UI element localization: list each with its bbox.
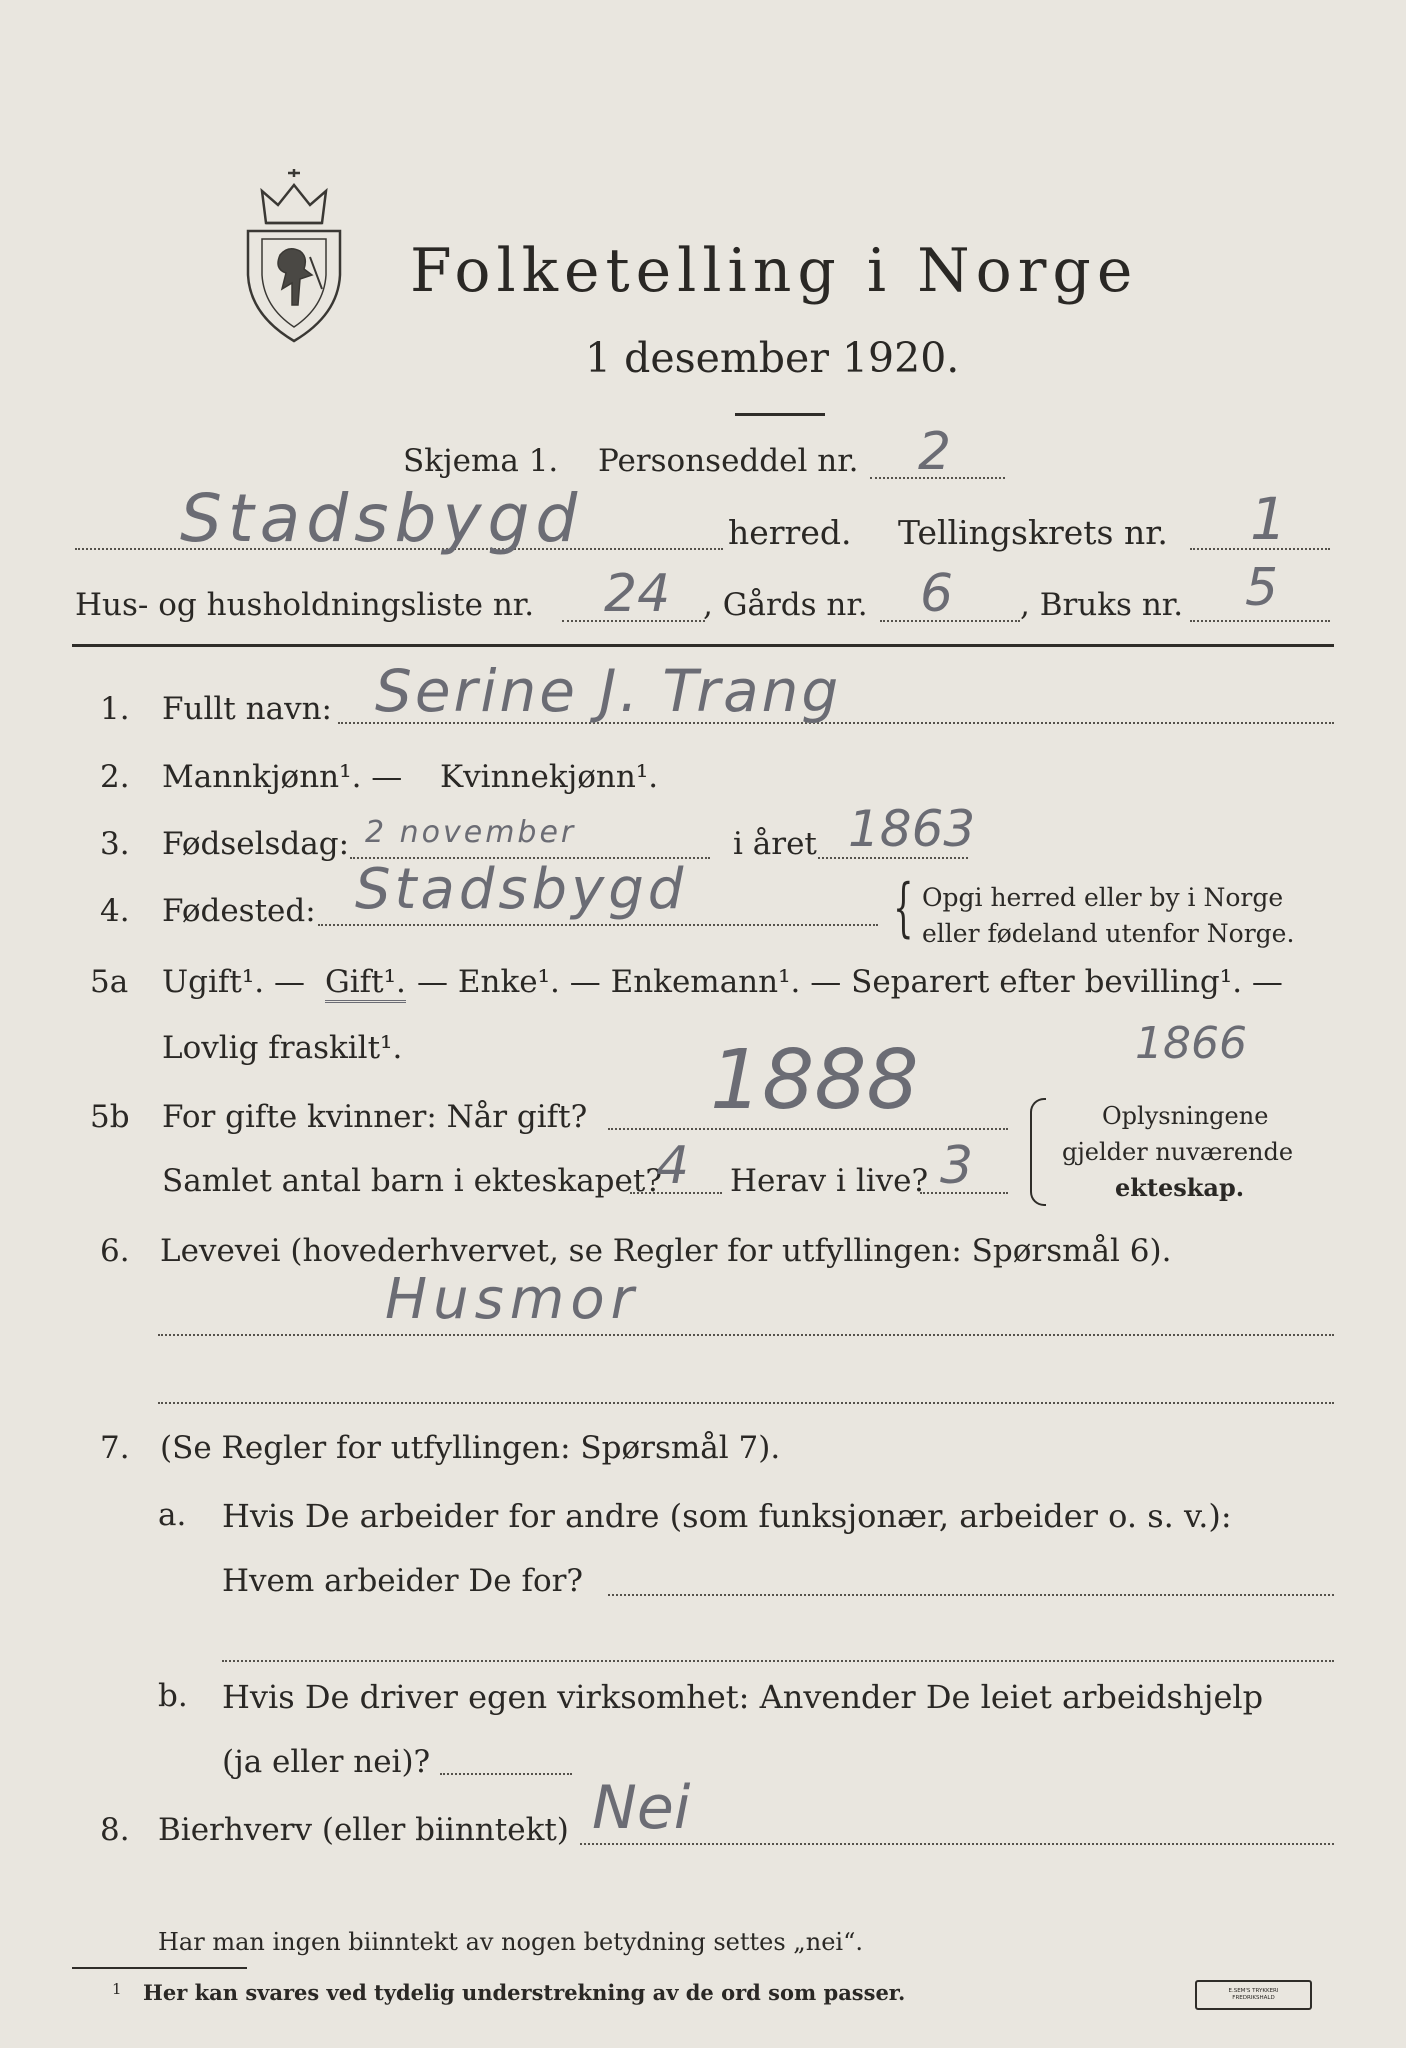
q5b-married-line <box>608 1128 1008 1130</box>
q8-line <box>580 1843 1334 1845</box>
q7b-line <box>440 1773 572 1775</box>
q5b-note-line2: gjelder nuværende <box>1062 1138 1294 1166</box>
q5a-option-gift <box>325 964 406 1000</box>
q1-label: Fullt navn: <box>162 691 332 727</box>
q7a-line1 <box>608 1594 1334 1596</box>
q4-value: Stadsbygd <box>355 857 688 922</box>
q3-day-value: 2 november <box>365 815 577 850</box>
bruks-line <box>1190 620 1330 622</box>
q7-label: (Se Regler for utfyllingen: Spørsmål 7). <box>160 1430 781 1466</box>
form-title: Folketelling i Norge <box>410 236 1139 306</box>
q5b-children-label: Samlet antal barn i ekteskapet? <box>162 1163 662 1199</box>
q5a-option-ugift: Ugift¹. — <box>162 964 305 1000</box>
form-date: 1 desember 1920. <box>585 334 960 382</box>
q7a-letter: a. <box>158 1497 187 1533</box>
q4-note-line2: eller fødeland utenfor Norge. <box>922 919 1295 948</box>
printer-stamp-text: E.SEM'S TRYKKERI FREDRIKSHALD <box>1228 1988 1279 2001</box>
q7b-letter: b. <box>158 1678 188 1714</box>
q4-number: 4. <box>100 893 130 929</box>
q6-line2 <box>158 1402 1334 1404</box>
q5b-bracket-left <box>1030 1098 1046 1206</box>
schema-label: Skjema 1. <box>403 443 559 479</box>
q5a-option-gift-text: Gift¹. <box>325 964 406 1003</box>
q7a-question: Hvem arbeider De for? <box>222 1563 584 1599</box>
q5a-margin-note: 1866 <box>1135 1018 1247 1069</box>
footnote-mark: 1 <box>112 1980 122 1998</box>
bruks-value: 5 <box>1245 558 1279 618</box>
gards-label: , Gårds nr. <box>703 587 868 623</box>
q3-number: 3. <box>100 826 130 862</box>
tellingskrets-label: Tellingskrets nr. <box>898 513 1168 552</box>
husliste-value: 24 <box>604 564 671 624</box>
gards-value: 6 <box>920 564 954 624</box>
q3-year-label: i året <box>733 826 817 862</box>
footer-note: Har man ingen biinntekt av nogen betydning settes „nei“. <box>158 1928 863 1956</box>
q4-note-line1: Opgi herred eller by i Norge <box>922 883 1284 912</box>
q6-value: Husmor <box>385 1267 640 1332</box>
q4-label: Fødested: <box>162 893 316 929</box>
herred-label: herred. <box>728 513 852 552</box>
personseddel-value: 2 <box>918 422 952 482</box>
q5b-number: 5b <box>90 1099 130 1135</box>
q3-year-value: 1863 <box>848 800 976 858</box>
title-divider <box>735 413 825 416</box>
q6-label: Levevei (hovederhvervet, se Regler for utfyllingen: Spørsmål 6). <box>160 1233 1172 1269</box>
q5b-note-line1: Oplysningene <box>1102 1102 1269 1130</box>
q5b-alive-value: 3 <box>940 1136 974 1196</box>
q5a-option-fraskilt: Lovlig fraskilt¹. <box>162 1030 403 1066</box>
header-divider <box>72 644 1334 647</box>
personseddel-label: Personseddel nr. <box>598 443 859 479</box>
footnote-text: Her kan svares ved tydelig understrekning av de ord som passer. <box>143 1980 906 2005</box>
q5b-alive-label: Herav i live? <box>730 1163 929 1199</box>
q8-number: 8. <box>100 1812 130 1848</box>
herred-value: Stadsbygd <box>180 480 584 557</box>
q7b-question: (ja eller nei)? <box>222 1744 431 1780</box>
q1-value: Serine J. Trang <box>375 657 842 725</box>
q6-line1 <box>158 1334 1334 1336</box>
q5a-number: 5a <box>90 964 129 1000</box>
q2-female: Kvinnekjønn¹. <box>440 759 659 795</box>
tellingskrets-value: 1 <box>1250 485 1287 553</box>
q7a-text: Hvis De arbeider for andre (som funksjonær, arbeider o. s. v.): <box>222 1497 1232 1535</box>
printer-stamp <box>1195 1980 1312 2010</box>
husliste-label: Hus- og husholdningsliste nr. <box>75 587 535 623</box>
q5a-option-others: — Enke¹. — Enkemann¹. — Separert efter bevilling¹. — <box>417 964 1283 1000</box>
q2-male: Mannkjønn¹. — <box>162 759 403 795</box>
q5b-note-line3: ekteskap. <box>1115 1173 1245 1202</box>
bruks-label: , Bruks nr. <box>1020 587 1184 623</box>
q7b-text: Hvis De driver egen virksomhet: Anvender De leiet arbeidshjelp <box>222 1678 1264 1716</box>
q1-number: 1. <box>100 691 130 727</box>
q5b-married-label: For gifte kvinner: Når gift? <box>162 1099 588 1135</box>
q4-line <box>318 924 878 926</box>
footnote-divider <box>72 1967 247 1969</box>
q5b-married-value: 1888 <box>710 1033 919 1128</box>
q2-number: 2. <box>100 759 130 795</box>
q7a-line2 <box>222 1660 1334 1662</box>
q8-label: Bierhverv (eller biinntekt) <box>158 1812 569 1848</box>
q6-number: 6. <box>100 1233 130 1269</box>
q8-value: Nei <box>592 1773 691 1843</box>
q7-number: 7. <box>100 1430 130 1466</box>
norwegian-coat-of-arms-icon <box>238 165 350 345</box>
q5b-children-value: 4 <box>656 1136 690 1196</box>
q3-label: Fødselsdag: <box>162 826 350 862</box>
q4-brace-icon: { <box>893 871 914 945</box>
